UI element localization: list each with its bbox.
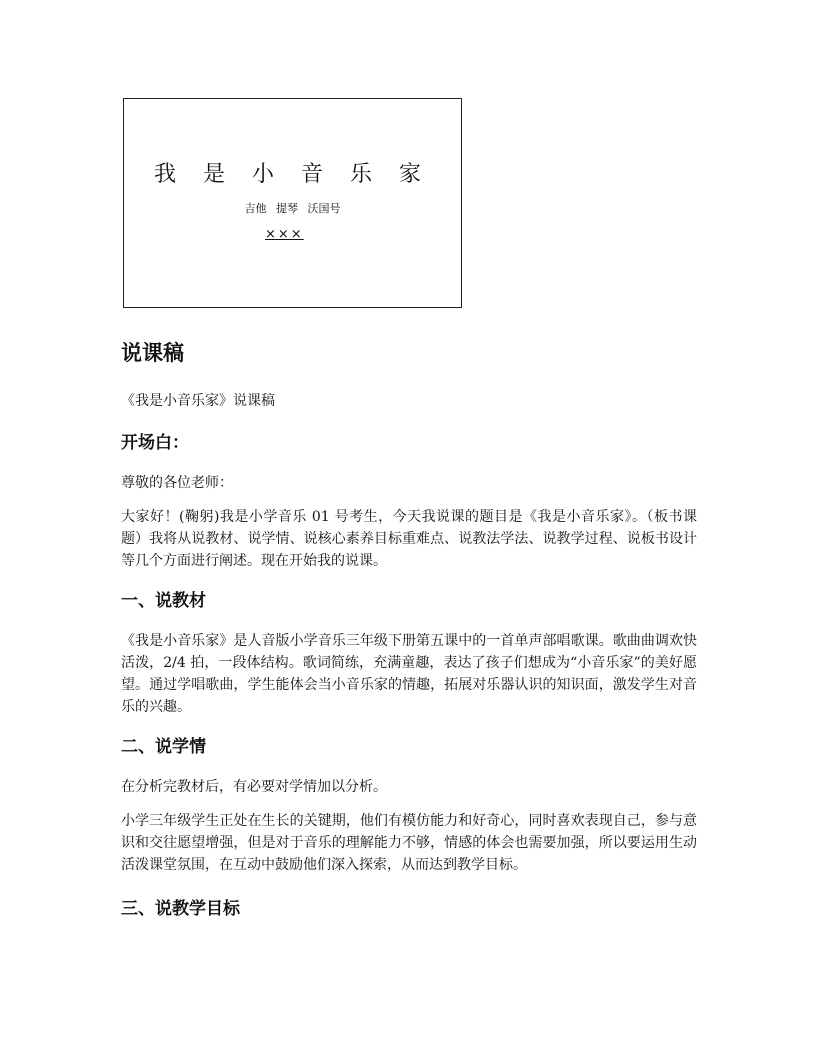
paragraph: 尊敬的各位老师：: [121, 475, 233, 491]
paragraph: 在分析完教材后，有必要对学情加以分析。: [121, 779, 387, 795]
document-body: [121, 338, 697, 938]
paragraph: 小学三年级学生正处在生长的关键期，他们有模仿能力和好奇心，同时喜欢表现自己，参与意识和交往愿望增强，但是对于音乐的理解能力不够，情感的体会也需要加强，所以要运用生动活泼课堂氛围，在互动中鼓励他们深入探索，从而达到教学目标。: [121, 813, 697, 873]
document-title: 说课稿: [121, 341, 184, 365]
section-heading-opening: 开场白：: [121, 433, 189, 453]
section-heading-materials: 一、说教材: [121, 591, 206, 611]
section-heading-learners: 二、说学情: [121, 737, 206, 757]
document-subtitle: 《我是小音乐家》说课稿: [121, 393, 275, 409]
blackboard-signature: ×××: [265, 227, 304, 242]
blackboard-instruments: 吉他 提琴 沃国号: [244, 202, 341, 215]
section-heading-objectives: 三、说教学目标: [121, 899, 240, 919]
blackboard-title: 我 是 小 音 乐 家: [154, 162, 431, 187]
paragraph: 《我是小音乐家》是人音版小学音乐三年级下册第五课中的一首单声部唱歌课。歌曲曲调欢快活泼，2/4 拍，一段体结构。歌词简练，充满童趣，表达了孩子们想成为“小音乐家”的美好愿望。通过学唱歌曲，学生能体会当小音乐家的情趣，拓展对乐器认识的知识面，激发学生对音乐的兴趣。: [121, 633, 697, 715]
blackboard-design-box: [123, 98, 462, 308]
paragraph: 大家好！(鞠躬)我是小学音乐 01 号考生，今天我说课的题目是《我是小音乐家》。（板书课题）我将从说教材、说学情、说核心素养目标重难点、说教法学法、说教学过程、说板书设计等几个方面进行阐述。现在开始我的说课。: [121, 509, 697, 569]
